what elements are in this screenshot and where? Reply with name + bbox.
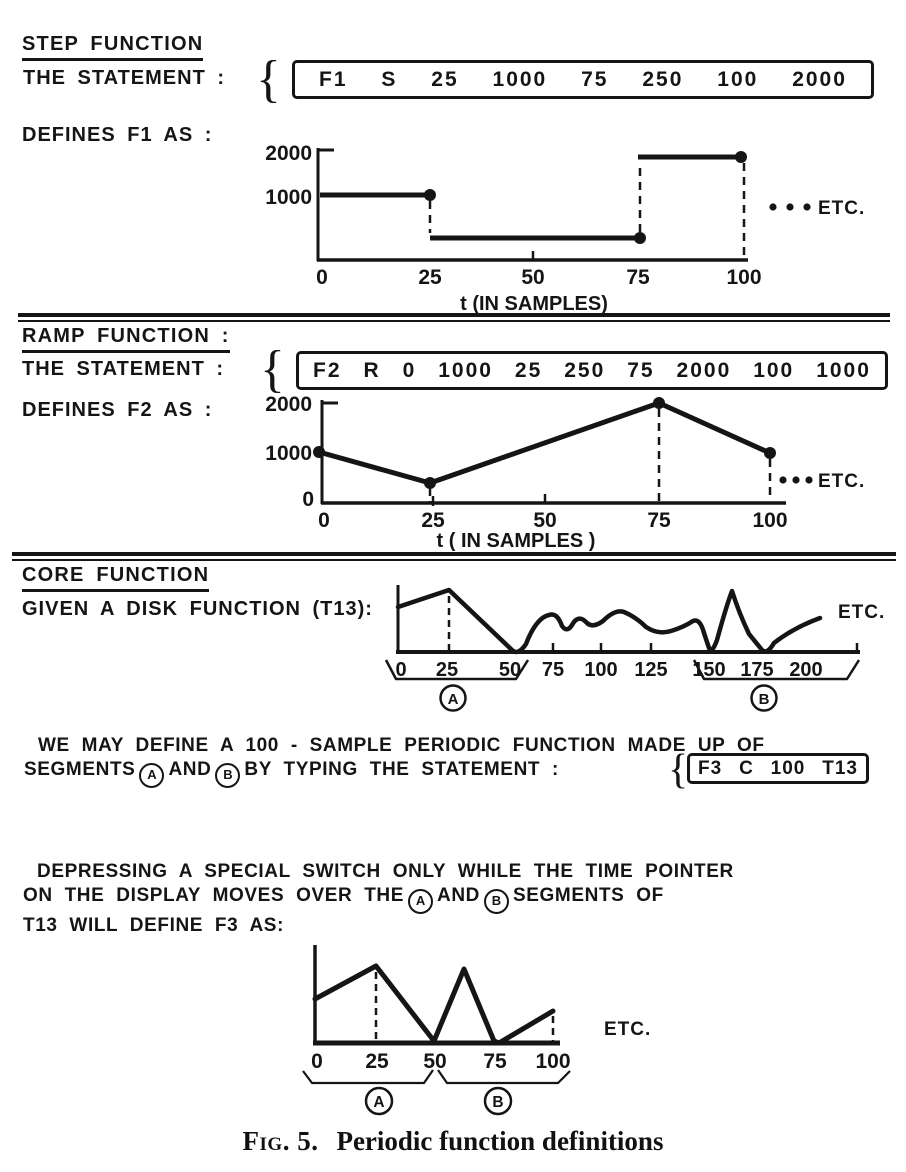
etc-label: ETC. <box>818 471 866 492</box>
text-run: SEGMENTS <box>24 759 136 780</box>
text-run: AND <box>437 885 480 906</box>
breakpoint-dot <box>735 151 747 163</box>
disk-function-chart <box>380 575 906 725</box>
y-label-2000: 2000 <box>265 142 312 165</box>
disk-function-curve <box>398 590 820 652</box>
statement-token: 2000 <box>676 358 732 382</box>
ellipsis-dot <box>805 476 812 483</box>
ellipsis-dot <box>803 203 810 210</box>
paragraph-line <box>23 884 734 914</box>
text-run: AND <box>168 759 212 780</box>
segment-a-mark: A <box>139 763 164 788</box>
text-run: ON THE DISPLAY MOVES OVER THE <box>23 885 405 906</box>
segment-a-letter: A <box>447 691 459 708</box>
statement-token: 0 <box>402 358 417 382</box>
x-label: 75 <box>626 266 650 289</box>
breakpoint-dot <box>424 189 436 201</box>
y-label-0: 0 <box>302 488 314 511</box>
statement-token: 25 <box>431 67 459 91</box>
x-label: 25 <box>365 1050 389 1073</box>
statement-token: S <box>381 67 398 91</box>
section-divider <box>12 552 896 561</box>
x-label: 100 <box>535 1050 571 1073</box>
x-label: 0 <box>311 1050 323 1073</box>
step-function-chart <box>230 130 906 315</box>
x-label: 75 <box>541 659 565 681</box>
x-label: 0 <box>395 659 407 681</box>
statement-token: 1000 <box>816 358 871 382</box>
statement-token: F3 <box>698 757 723 779</box>
ramp-section-title: RAMP FUNCTION : <box>22 325 230 353</box>
statement-token: 2000 <box>792 67 847 91</box>
x-label: 25 <box>435 659 459 681</box>
statement-token: 1000 <box>438 358 493 382</box>
etc-label: ETC. <box>838 602 886 623</box>
y-label-2000: 2000 <box>265 393 312 416</box>
statement-token: F1 <box>319 67 348 91</box>
define-periodic-paragraph <box>24 734 765 788</box>
x-label: 50 <box>533 509 557 532</box>
section-divider <box>18 313 890 322</box>
step-statement-label: THE STATEMENT : <box>23 67 226 89</box>
ellipsis-dot <box>792 476 799 483</box>
step-statement-box <box>292 60 874 99</box>
statement-token: T13 <box>822 757 858 779</box>
f3-curve <box>315 966 553 1043</box>
breakpoint-dot <box>653 397 665 409</box>
breakpoint-dot <box>424 477 436 489</box>
figure-caption-label: Fig. 5. <box>242 1126 319 1156</box>
statement-token: 1000 <box>492 67 548 91</box>
step-statement-brace: { <box>256 51 281 108</box>
paragraph-line: DEPRESSING A SPECIAL SWITCH ONLY WHILE THE TIME POINTER <box>37 861 734 882</box>
x-label: 25 <box>418 266 442 289</box>
statement-token: 100 <box>770 757 806 779</box>
x-label: 75 <box>483 1050 507 1073</box>
figure-caption-text: Periodic function definitions <box>336 1126 664 1156</box>
x-label: 0 <box>316 266 328 289</box>
x-label: 75 <box>647 509 671 532</box>
x-axis-title: t ( IN SAMPLES ) <box>436 530 596 552</box>
x-axis-title: t (IN SAMPLES) <box>460 293 608 315</box>
ellipsis-dot <box>779 476 786 483</box>
ramp-statement-box <box>296 351 888 390</box>
x-label: 25 <box>421 509 445 532</box>
statement-token: 100 <box>717 67 759 91</box>
f3-statement-brace: { <box>668 747 689 793</box>
x-label: 0 <box>318 509 330 532</box>
figure-caption <box>0 1126 906 1157</box>
x-label: 50 <box>521 266 545 289</box>
etc-label: ETC. <box>818 198 866 219</box>
breakpoint-dot <box>313 446 325 458</box>
statement-token: 25 <box>514 358 543 382</box>
x-label: 175 <box>740 659 774 681</box>
segment-a-letter: A <box>373 1094 385 1111</box>
x-label: 125 <box>634 659 668 681</box>
statement-token: C <box>739 757 754 779</box>
statement-token: R <box>363 358 381 382</box>
core-given-label: GIVEN A DISK FUNCTION (T13): <box>22 598 373 620</box>
x-label: 50 <box>423 1050 447 1073</box>
step-section-title: STEP FUNCTION <box>22 33 203 61</box>
y-label-1000: 1000 <box>265 442 312 465</box>
ramp-line <box>319 403 770 483</box>
breakpoint-dot <box>634 232 646 244</box>
x-label: 100 <box>726 266 762 289</box>
x-label: 100 <box>752 509 788 532</box>
text-run: SEGMENTS OF <box>513 885 664 906</box>
statement-token: 100 <box>753 358 795 382</box>
statement-token: 75 <box>581 67 609 91</box>
statement-token: 250 <box>564 358 606 382</box>
ramp-statement-label: THE STATEMENT : <box>22 358 225 380</box>
segment-a-mark: A <box>408 889 433 914</box>
statement-token: 75 <box>627 358 655 382</box>
ellipsis-dot <box>769 203 776 210</box>
text-run: BY TYPING THE STATEMENT : <box>244 759 559 780</box>
segment-b-mark: B <box>215 763 240 788</box>
paragraph-line: WE MAY DEFINE A 100 - SAMPLE PERIODIC FUNCTION MADE UP OF <box>38 735 765 756</box>
paragraph-line <box>24 758 765 788</box>
statement-token: 250 <box>642 67 684 91</box>
f3-statement-box <box>687 753 869 784</box>
segment-b-mark: B <box>484 889 509 914</box>
segment-b-letter: B <box>758 691 770 708</box>
x-label: 50 <box>498 659 522 681</box>
x-label: 150 <box>692 659 726 681</box>
x-label: 200 <box>789 659 823 681</box>
breakpoint-dot <box>764 447 776 459</box>
paragraph-line: T13 WILL DEFINE F3 AS: <box>23 914 284 936</box>
core-section-title: CORE FUNCTION <box>22 564 209 592</box>
special-switch-paragraph <box>23 860 734 938</box>
ramp-function-chart <box>240 395 906 550</box>
y-label-1000: 1000 <box>265 186 312 209</box>
ramp-statement-brace: { <box>260 341 285 398</box>
ellipsis-dot <box>786 203 793 210</box>
statement-token: F2 <box>313 358 342 382</box>
step-defines-label: DEFINES F1 AS : <box>22 124 213 146</box>
x-label: 100 <box>584 659 618 681</box>
ramp-defines-label: DEFINES F2 AS : <box>22 399 213 421</box>
etc-label: ETC. <box>604 1019 652 1040</box>
segment-b-letter: B <box>492 1094 504 1111</box>
f3-function-chart <box>280 940 760 1120</box>
